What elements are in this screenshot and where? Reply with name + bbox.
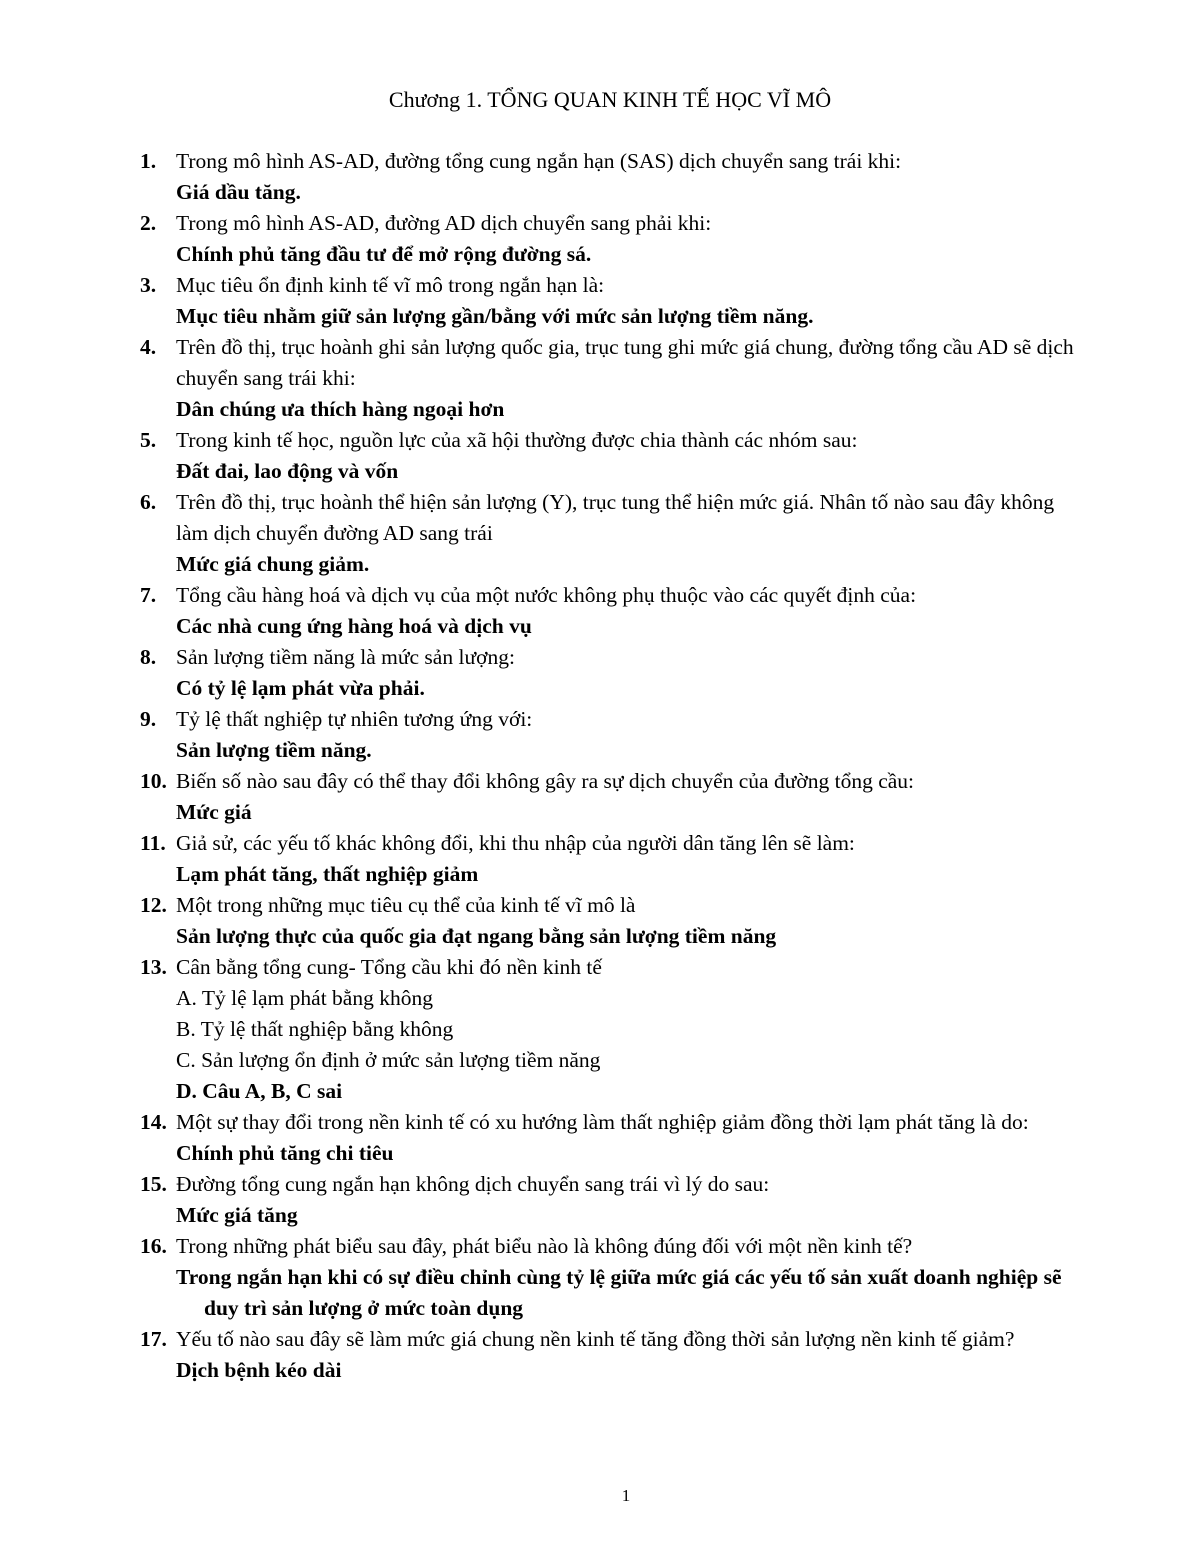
answer-text: Lạm phát tăng, thất nghiệp giảm	[176, 862, 479, 886]
question-number: 14.	[140, 1110, 167, 1134]
question-item	[140, 1324, 1085, 1386]
question-item	[140, 1231, 1085, 1324]
question-item	[140, 208, 1085, 270]
answer-text: Mục tiêu nhằm giữ sản lượng gần/bằng với mức sản lượng tiềm năng.	[176, 304, 814, 328]
question-number: 12.	[140, 893, 167, 917]
question-text: Mục tiêu ổn định kinh tế vĩ mô trong ngắn hạn là:	[176, 273, 605, 297]
question-text: Một trong những mục tiêu cụ thể của kinh tế vĩ mô là	[176, 893, 636, 917]
question-text: Tỷ lệ thất nghiệp tự nhiên tương ứng với:	[176, 707, 533, 731]
answer-text: Mức giá tăng	[176, 1203, 298, 1227]
question-text: Sản lượng tiềm năng là mức sản lượng:	[176, 645, 515, 669]
question-number: 17.	[140, 1327, 167, 1351]
answer-text: Sản lượng thực của quốc gia đạt ngang bằng sản lượng tiềm năng	[176, 924, 777, 948]
answer-option-a: A. Tỷ lệ lạm phát bằng không	[176, 986, 433, 1010]
question-text: Giả sử, các yếu tố khác không đổi, khi thu nhập của người dân tăng lên sẽ làm:	[176, 831, 855, 855]
question-text: Biến số nào sau đây có thể thay đổi không gây ra sự dịch chuyển của đường tổng cầu:	[176, 769, 915, 793]
question-item	[140, 487, 1085, 580]
question-text: Trong mô hình AS-AD, đường AD dịch chuyển sang phải khi:	[176, 211, 712, 235]
question-text: Đường tổng cung ngắn hạn không dịch chuyển sang trái vì lý do sau:	[176, 1172, 770, 1196]
question-list	[140, 146, 1085, 1386]
question-number: 7.	[140, 583, 157, 607]
question-number: 3.	[140, 273, 157, 297]
question-item	[140, 1107, 1085, 1169]
question-number: 16.	[140, 1234, 167, 1258]
question-number: 8.	[140, 645, 157, 669]
question-item	[140, 642, 1085, 704]
question-number: 4.	[140, 335, 157, 359]
question-number: 5.	[140, 428, 157, 452]
answer-text: Trong ngắn hạn khi có sự điều chỉnh cùng tỷ lệ giữa mức giá các yếu tố sản xuất doanh nghiệp sẽ duy trì sản lượng ở mức toàn dụng	[176, 1265, 1062, 1320]
question-item	[140, 146, 1085, 208]
question-number: 1.	[140, 149, 157, 173]
question-item	[140, 828, 1085, 890]
question-text: Trên đồ thị, trục hoành thể hiện sản lượng (Y), trục tung thể hiện mức giá. Nhân tố nào sau đây không làm dịch chuyển đường AD sang trái	[176, 490, 1055, 545]
question-item	[140, 332, 1085, 425]
answer-text: Dân chúng ưa thích hàng ngoại hơn	[176, 397, 505, 421]
question-item	[140, 1169, 1085, 1231]
question-text: Cân bằng tổng cung- Tổng cầu khi đó nền kinh tế	[176, 955, 602, 979]
question-text: Yếu tố nào sau đây sẽ làm mức giá chung nền kinh tế tăng đồng thời sản lượng nền kinh tế giảm?	[176, 1327, 1015, 1351]
answer-text: Chính phủ tăng đầu tư để mở rộng đường sá.	[176, 242, 592, 266]
answer-text: Sản lượng tiềm năng.	[176, 738, 372, 762]
answer-text: D. Câu A, B, C sai	[176, 1079, 343, 1103]
question-text: Một sự thay đổi trong nền kinh tế có xu hướng làm thất nghiệp giảm đồng thời lạm phát tăng là do:	[176, 1110, 1029, 1134]
question-text: Trong mô hình AS-AD, đường tổng cung ngắn hạn (SAS) dịch chuyển sang trái khi:	[176, 149, 902, 173]
question-item	[140, 890, 1085, 952]
answer-text: Chính phủ tăng chi tiêu	[176, 1141, 394, 1165]
question-item	[140, 580, 1085, 642]
answer-text: Giá dầu tăng.	[176, 180, 301, 204]
question-number: 9.	[140, 707, 157, 731]
question-text: Trong những phát biểu sau đây, phát biểu nào là không đúng đối với một nền kinh tế?	[176, 1234, 913, 1258]
answer-text: Đất đai, lao động và vốn	[176, 459, 399, 483]
question-number: 2.	[140, 211, 157, 235]
question-number: 13.	[140, 955, 167, 979]
chapter-title: Chương 1. TỔNG QUAN KINH TẾ HỌC VĨ MÔ	[388, 87, 832, 112]
question-text: Trên đồ thị, trục hoành ghi sản lượng quốc gia, trục tung ghi mức giá chung, đường tổng cầu AD sẽ dịch chuyển sang trái khi:	[176, 335, 1074, 390]
page-number: 1	[621, 1486, 631, 1505]
answer-text: Mức giá	[176, 800, 252, 824]
question-text: Trong kinh tế học, nguồn lực của xã hội thường được chia thành các nhóm sau:	[176, 428, 858, 452]
answer-option-c: C. Sản lượng ổn định ở mức sản lượng tiềm năng	[176, 1048, 601, 1072]
answer-text: Dịch bệnh kéo dài	[176, 1358, 342, 1382]
answer-text: Có tỷ lệ lạm phát vừa phải.	[176, 676, 425, 700]
question-text: Tổng cầu hàng hoá và dịch vụ của một nước không phụ thuộc vào các quyết định của:	[176, 583, 917, 607]
question-item	[140, 766, 1085, 828]
question-number: 10.	[140, 769, 167, 793]
answer-text: Các nhà cung ứng hàng hoá và dịch vụ	[176, 614, 532, 638]
question-number: 6.	[140, 490, 157, 514]
question-item	[140, 952, 1085, 1107]
question-number: 11.	[140, 831, 166, 855]
question-item	[140, 270, 1085, 332]
answer-option-b: B. Tỷ lệ thất nghiệp bằng không	[176, 1017, 454, 1041]
question-item	[140, 704, 1085, 766]
answer-text: Mức giá chung giảm.	[176, 552, 370, 576]
question-item	[140, 425, 1085, 487]
question-number: 15.	[140, 1172, 167, 1196]
